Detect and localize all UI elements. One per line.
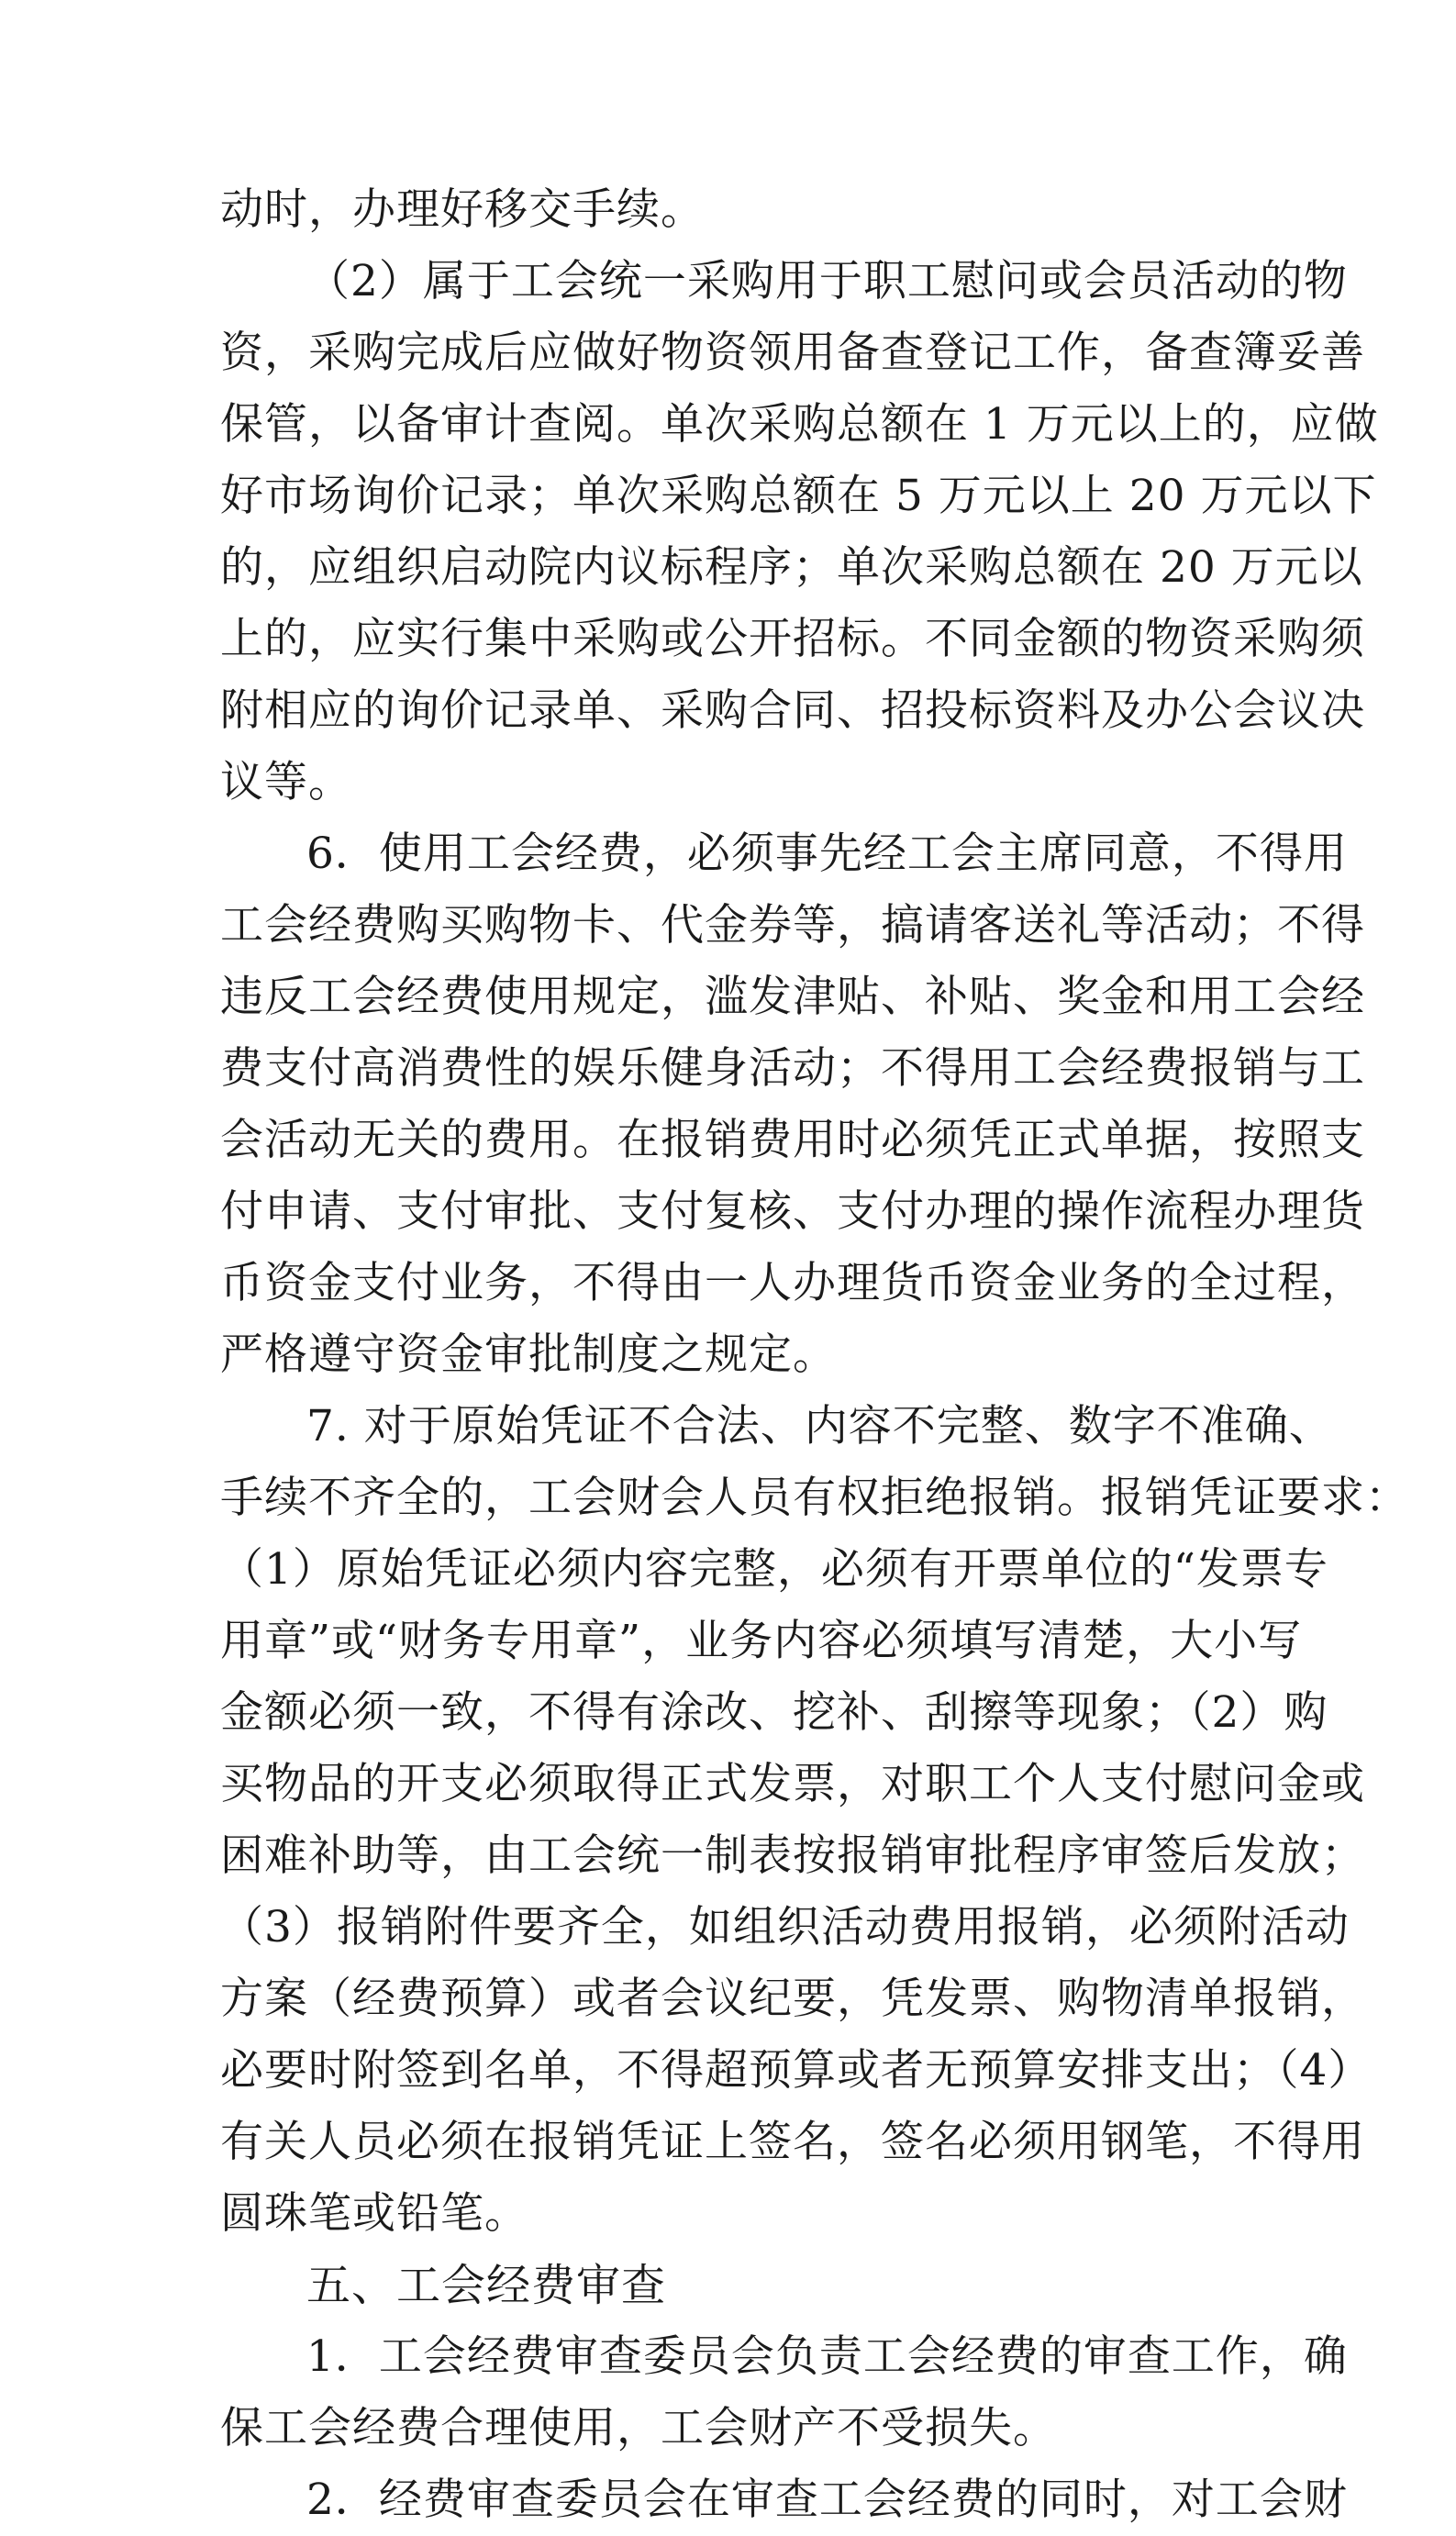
text-line: 7. 对于原始凭证不合法、内容不完整、数字不准确、	[306, 1401, 1333, 1452]
text-line: 严格遵守资金审批制度之规定。	[220, 1329, 837, 1380]
text-line: 买物品的开支必须取得正式发票，对职工个人支付慰问金或	[220, 1759, 1365, 1809]
text-line: 违反工会经费使用规定，滥发津贴、补贴、奖金和用工会经	[220, 972, 1365, 1022]
text-line: （2）属于工会统一采购用于职工慰问或会员活动的物	[306, 256, 1348, 306]
text-line: 方案（经费预算）或者会议纪要，凭发票、购物清单报销，	[220, 1974, 1365, 2024]
text-line: 币资金支付业务，不得由一人办理货币资金业务的全过程，	[220, 1258, 1365, 1308]
text-line: 有关人员必须在报销凭证上签名，签名必须用钢笔，不得用	[220, 2117, 1365, 2167]
text-line: 工会经费购买购物卡、代金券等，搞请客送礼等活动；不得	[220, 900, 1365, 951]
text-line: 必要时附签到名单，不得超预算或者无预算安排支出；（4）	[220, 2045, 1373, 2096]
text-line: 圆珠笔或铅笔。	[220, 2188, 528, 2239]
text-line: 保工会经费合理使用，工会财产不受损失。	[220, 2403, 1057, 2453]
text-line: 1．工会经费审查委员会负责工会经费的审查工作，确	[306, 2331, 1348, 2382]
text-line: 费支付高消费性的娱乐健身活动；不得用工会经费报销与工	[220, 1043, 1365, 1094]
text-line: 保管，以备审计查阅。单次采购总额在 1 万元以上的，应做	[220, 399, 1379, 450]
text-line: 付申请、支付审批、支付复核、支付办理的操作流程办理货	[220, 1186, 1365, 1237]
text-line: 6．使用工会经费，必须事先经工会主席同意，不得用	[306, 829, 1348, 879]
text-line: 金额必须一致，不得有涂改、挖补、刮擦等现象；（2）购	[220, 1687, 1328, 1738]
text-line: 好市场询价记录；单次采购总额在 5 万元以上 20 万元以下	[220, 471, 1377, 521]
text-line: 困难补助等，由工会统一制表按报销审批程序审签后发放；	[220, 1830, 1365, 1881]
text-line: 2．经费审查委员会在审查工会经费的同时，对工会财	[306, 2475, 1348, 2525]
text-line: 附相应的询价记录单、采购合同、招投标资料及办公会议决	[220, 685, 1365, 736]
text-line: 动时，办理好移交手续。	[220, 184, 705, 235]
text-line: 上的，应实行集中采购或公开招标。不同金额的物资采购须	[220, 614, 1365, 664]
text-line: 用章”或“财务专用章”，业务内容必须填写清楚，大小写	[220, 1616, 1303, 1666]
text-line: （1）原始凭证必须内容完整，必须有开票单位的“发票专	[220, 1544, 1328, 1595]
text-line: 资，采购完成后应做好物资领用备查登记工作，备查簿妥善	[220, 328, 1365, 378]
text-line: 议等。	[220, 757, 352, 807]
text-line: （3）报销附件要齐全，如组织活动费用报销，必须附活动	[220, 1902, 1350, 1952]
section-heading: 五、工会经费审查	[306, 2260, 667, 2311]
text-line: 会活动无关的费用。在报销费用时必须凭正式单据，按照支	[220, 1115, 1365, 1165]
text-line: 手续不齐全的，工会财会人员有权拒绝报销。报销凭证要求：	[220, 1473, 1409, 1523]
document-body	[220, 174, 1409, 2536]
text-line: 的，应组织启动院内议标程序；单次采购总额在 20 万元以	[220, 542, 1363, 593]
